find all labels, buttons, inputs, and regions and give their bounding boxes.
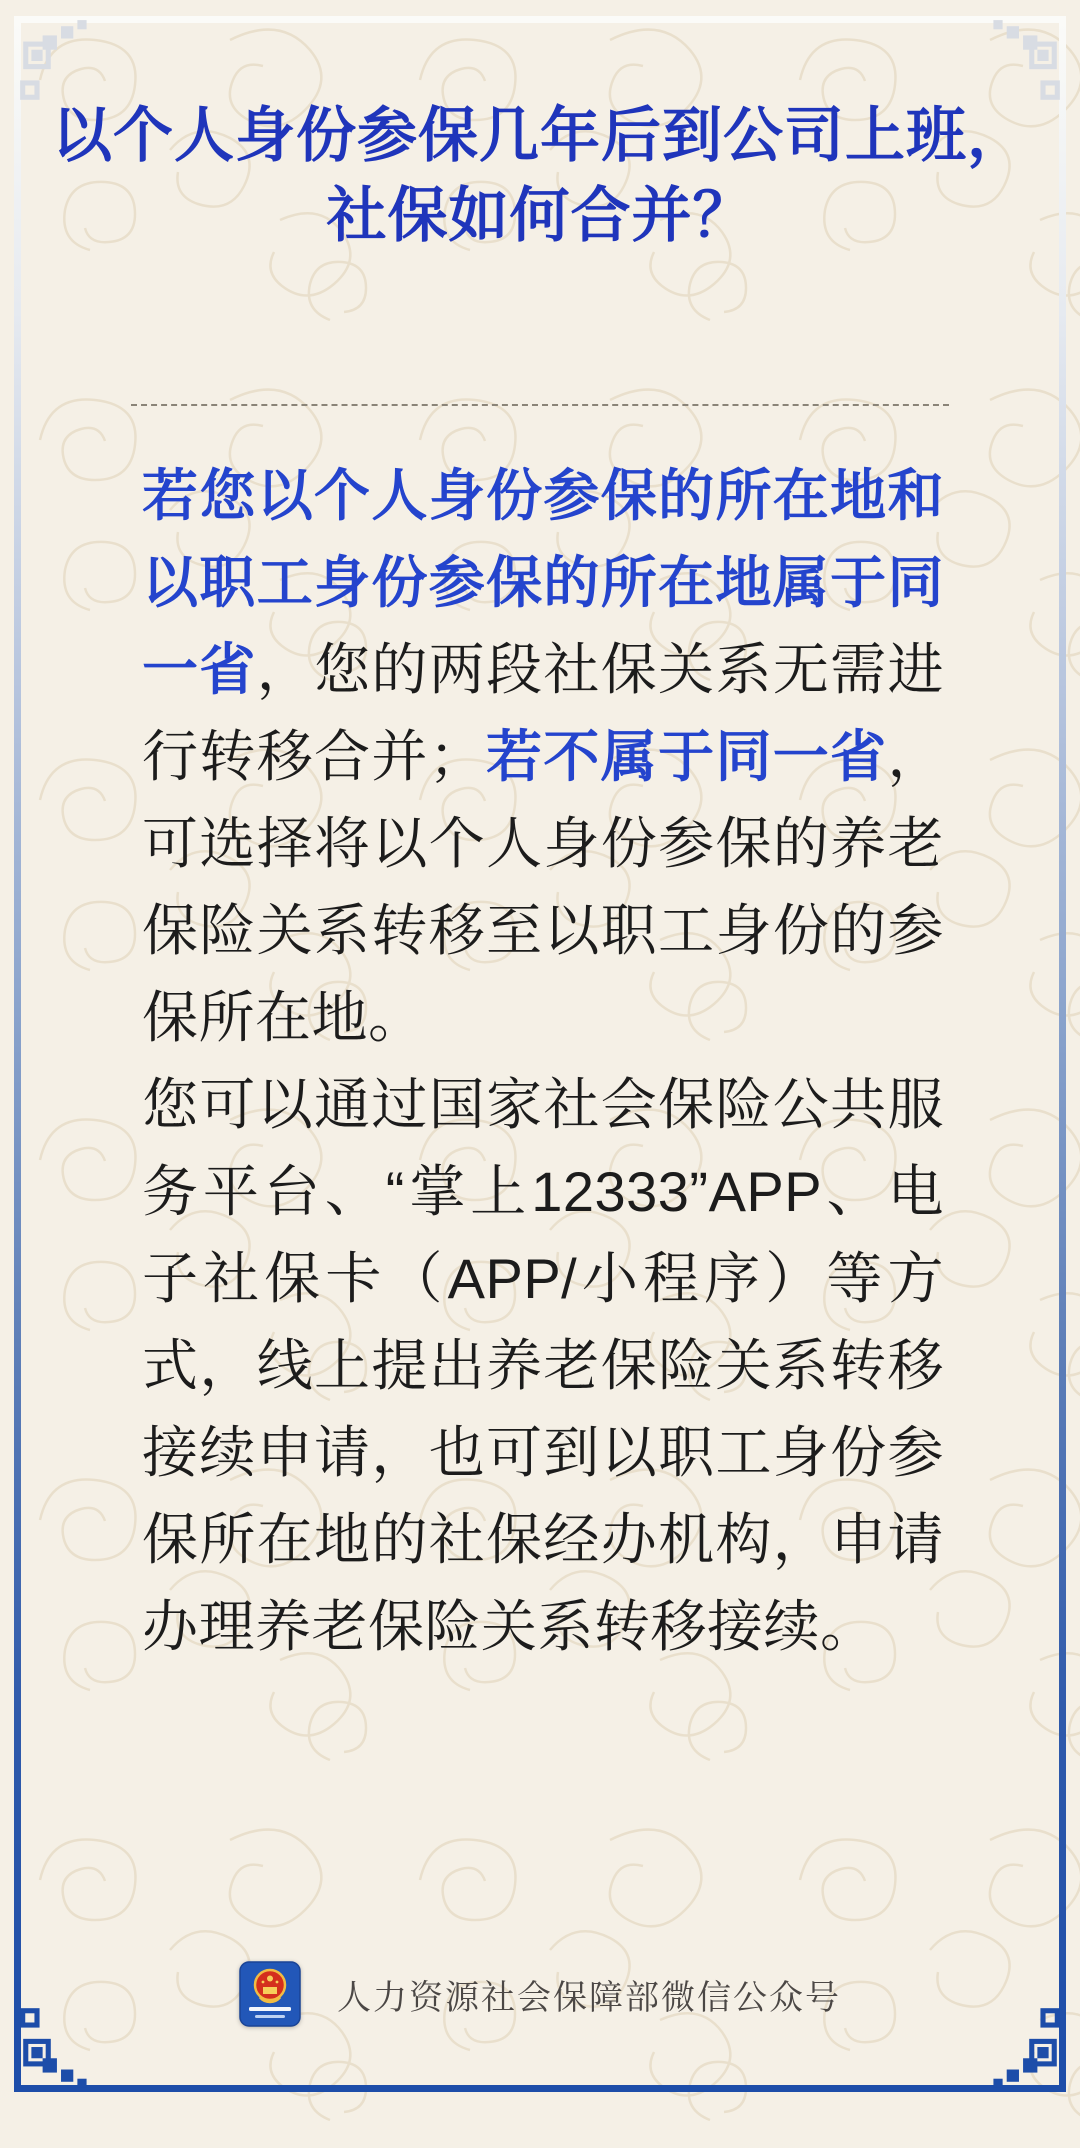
body-text-segment: ，您的两段社保关系无需进行转移合并； [142,638,945,788]
poster-title-line2: 社保如何合并？ [326,183,754,249]
body-text-segment: ，可选择将以个人身份参保的养老保险关系转移至以职工身份的参保所在地。 [142,725,945,1049]
poster-title [40,96,1040,256]
poster-body [142,452,944,1670]
corner-ornament-top-left-icon [14,16,106,108]
highlighted-text: 若不属于同一省 [485,725,888,788]
poster-title-line1: 以个人身份参保几年后到公司上班， [52,103,1028,169]
highlighted-text: 若您以个人身份参保的所在地和以职工身份参保的所在地属于同一省 [142,464,944,701]
poster-footer [0,1952,1080,2036]
national-emblem-app-icon [239,1961,301,2027]
dashed-divider [131,404,949,406]
body-paragraph-2: 您可以通过国家社会保险公共服务平台、“掌上12333”APP、电子社保卡（APP/小程序）等方式，线上提出养老保险关系转移接续申请，也可到以职工身份参保所在地的社保经办机构，申请办理养老保险关系转移接续。 [142,1073,944,1658]
footer-account-name: 人力资源社会保障部微信公众号 [337,1978,841,2017]
corner-ornament-top-right-icon [974,16,1066,108]
body-paragraph-1 [142,452,944,1061]
